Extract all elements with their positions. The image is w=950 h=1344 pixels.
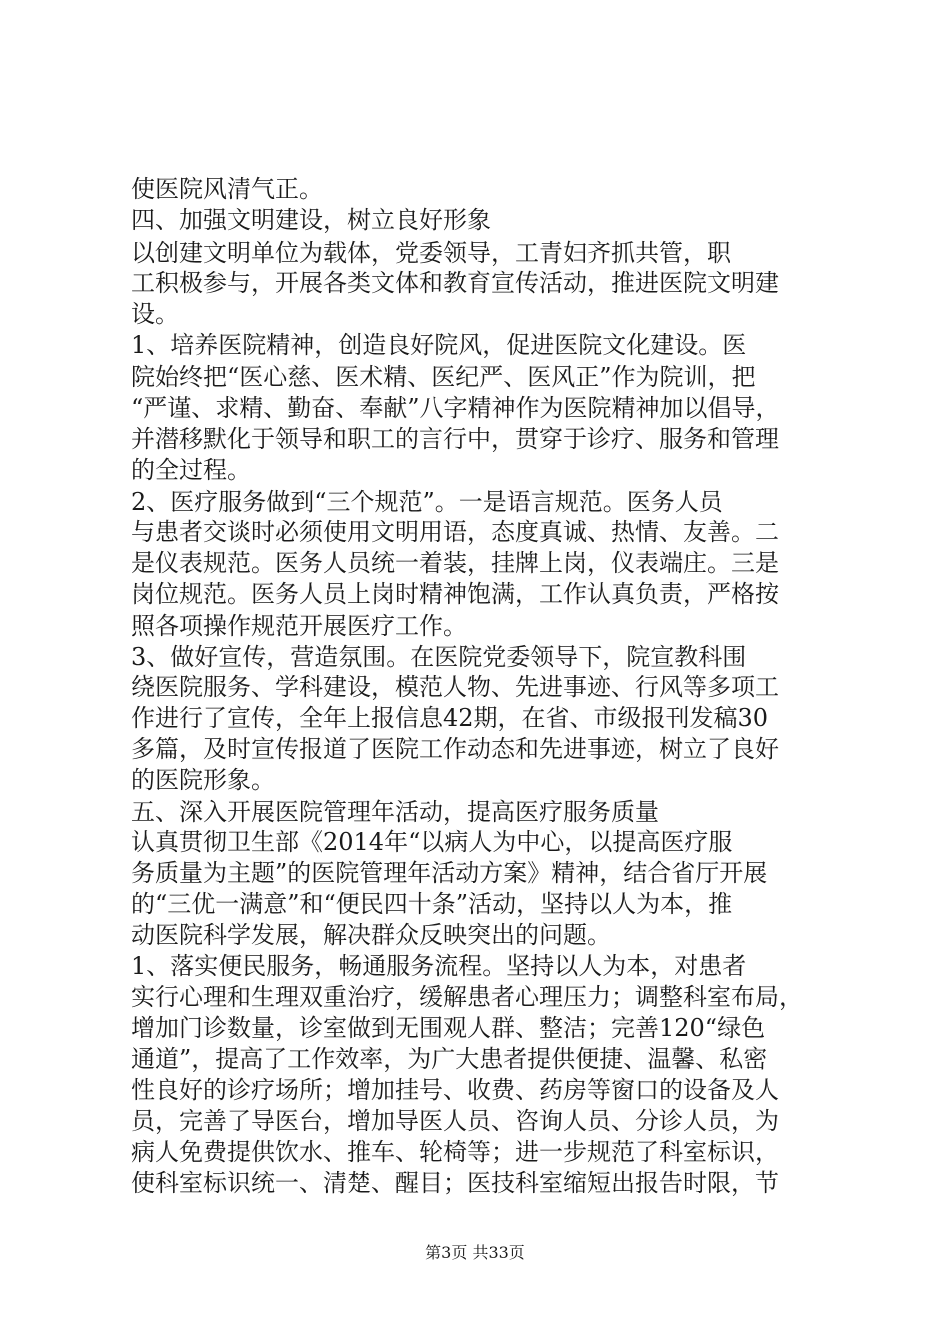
- text-line: 岗位规范。医务人员上岗时精神饱满，工作认真负责，严格按: [131, 580, 779, 608]
- text-line: 设。: [131, 300, 179, 328]
- text-line: 务质量为主题”的医院管理年活动方案》精神，结合省厅开展: [131, 859, 768, 887]
- text-line: 以创建文明单位为载体，党委领导，工青妇齐抓共管，职: [131, 239, 731, 267]
- text-line: 使科室标识统一、清楚、醒目；医技科室缩短出报告时限，节: [131, 1169, 779, 1197]
- text-line: 增加门诊数量，诊室做到无围观人群、整洁；完善120“绿色: [131, 1014, 766, 1042]
- text-line: 的全过程。: [131, 456, 251, 484]
- text-line: 2、医疗服务做到“三个规范”。一是语言规范。医务人员: [131, 488, 723, 516]
- text-line: 并潜移默化于领导和职工的言行中，贯穿于诊疗、服务和管理: [131, 425, 779, 453]
- text-line: 员，完善了导医台，增加导医人员、咨询人员、分诊人员，为: [131, 1107, 779, 1135]
- text-line: 1、培养医院精神，创造良好院风，促进医院文化建设。医: [131, 331, 747, 359]
- text-line: 使医院风清气正。: [131, 175, 323, 203]
- text-line: 五、深入开展医院管理年活动，提高医疗服务质量: [131, 798, 659, 826]
- text-line: 照各项操作规范开展医疗工作。: [131, 612, 467, 640]
- text-line: 动医院科学发展，解决群众反映突出的问题。: [131, 921, 611, 949]
- text-line: 与患者交谈时必须使用文明用语，态度真诚、热情、友善。二: [131, 518, 779, 546]
- page-footer: 第3页 共33页: [425, 1243, 525, 1262]
- text-line: 绕医院服务、学科建设，模范人物、先进事迹、行风等多项工: [131, 673, 779, 701]
- text-line: 作进行了宣传，全年上报信息42期，在省、市级报刊发稿30: [131, 704, 769, 732]
- text-line: 是仪表规范。医务人员统一着装，挂牌上岗，仪表端庄。三是: [131, 549, 779, 577]
- text-line: 的“三优一满意”和“便民四十条”活动，坚持以人为本，推: [131, 890, 733, 918]
- text-line: 多篇，及时宣传报道了医院工作动态和先进事迹，树立了良好: [131, 735, 779, 763]
- text-line: 实行心理和生理双重治疗，缓解患者心理压力；调整科室布局，: [131, 983, 803, 1011]
- text-line: 认真贯彻卫生部《2014年“以病人为中心，以提高医疗服: [131, 828, 733, 856]
- text-line: 3、做好宣传，营造氛围。在医院党委领导下，院宣教科围: [131, 643, 747, 671]
- text-line: 工积极参与，开展各类文体和教育宣传活动，推进医院文明建: [131, 269, 779, 297]
- text-line: 院始终把“医心慈、医术精、医纪严、医风正”作为院训，把: [131, 363, 756, 391]
- text-line: 的医院形象。: [131, 766, 275, 794]
- text-line: 四、加强文明建设，树立良好形象: [131, 206, 491, 234]
- text-line: 通道”，提高了工作效率，为广大患者提供便捷、温馨、私密: [131, 1045, 768, 1073]
- text-line: “严谨、求精、勤奋、奉献”八字精神作为医院精神加以倡导，: [131, 394, 780, 422]
- text-line: 1、落实便民服务，畅通服务流程。坚持以人为本，对患者: [131, 952, 747, 980]
- text-line: 性良好的诊疗场所；增加挂号、收费、药房等窗口的设备及人: [131, 1076, 779, 1104]
- text-line: 病人免费提供饮水、推车、轮椅等；进一步规范了科室标识，: [131, 1138, 779, 1166]
